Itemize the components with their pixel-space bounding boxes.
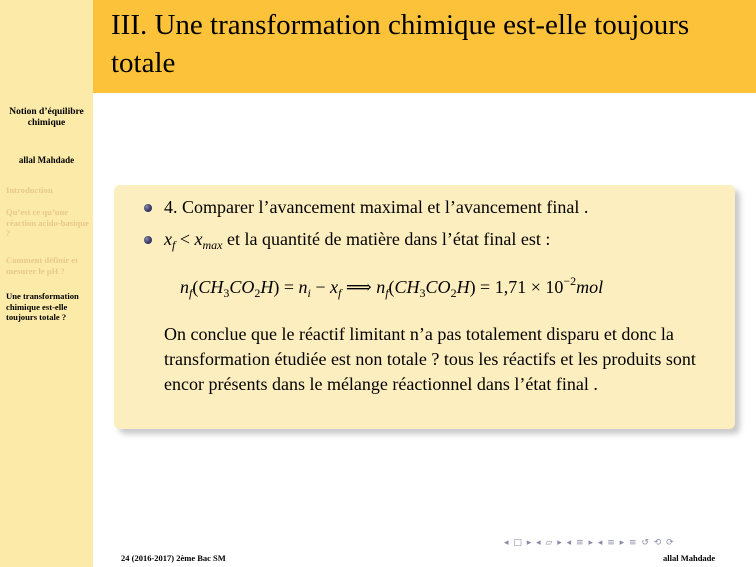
bullet-icon	[144, 204, 152, 212]
conclusion-text: On conclue que le réactif limitant n’a pas totalement disparu et donc la transformation étudiée est non totale ? tous les réactifs et les produits sont encor présents dans le mélange réactionnel dans l’état final .	[164, 324, 696, 394]
bullet-icon	[144, 236, 152, 244]
slide-header	[93, 0, 756, 93]
content-block	[114, 185, 735, 429]
list-item: $x_f < x_{max}$ et la quantité de matière dans l’état final est :	[164, 229, 551, 252]
page-title: III. Une transformation chimique est-elle toujours totale	[111, 9, 690, 79]
list-item-text: et la quantité de matière dans l’état final est :	[227, 229, 551, 249]
sidebar-item-ph[interactable]: Comment définir et mesurer le pH ?	[6, 255, 78, 276]
equation: $n_f(CH_3CO_2H) = n_i - x_f$ ⟹ $n_f(CH_3CO_2H) = 1,71 \times 10^{-2}mol$	[180, 274, 604, 300]
sidebar-title: Notion d’équilibre chimique	[9, 107, 84, 128]
sidebar-item-acido-basique[interactable]: Qu’est ce qu’une réaction acido-basique ?	[6, 207, 89, 238]
equation-exponent: −2	[563, 274, 577, 288]
sidebar-author: allal Mahdade	[18, 155, 75, 165]
sidebar-top	[0, 0, 93, 93]
list-item: 4. Comparer l’avancement maximal et l’avancement final .	[164, 197, 589, 217]
sidebar-item-transformation-totale[interactable]: Une transformation chimique est-elle toujours totale ?	[6, 291, 79, 322]
equation-value: 1,71	[494, 277, 527, 297]
beamer-navigation-icons[interactable]: ◂ □ ▸ ◂ ▱ ▸ ◂ ≡ ▸ ◂ ≡ ▸ ≡ ↺ ⟲ ⟳	[504, 538, 675, 548]
sidebar	[0, 0, 93, 567]
footer-page-info: 24 (2016-2017) 2ème Bac SM	[121, 553, 226, 563]
footer-author: allal Mahdade	[663, 553, 716, 563]
sidebar-item-introduction[interactable]: Introduction	[6, 185, 53, 195]
